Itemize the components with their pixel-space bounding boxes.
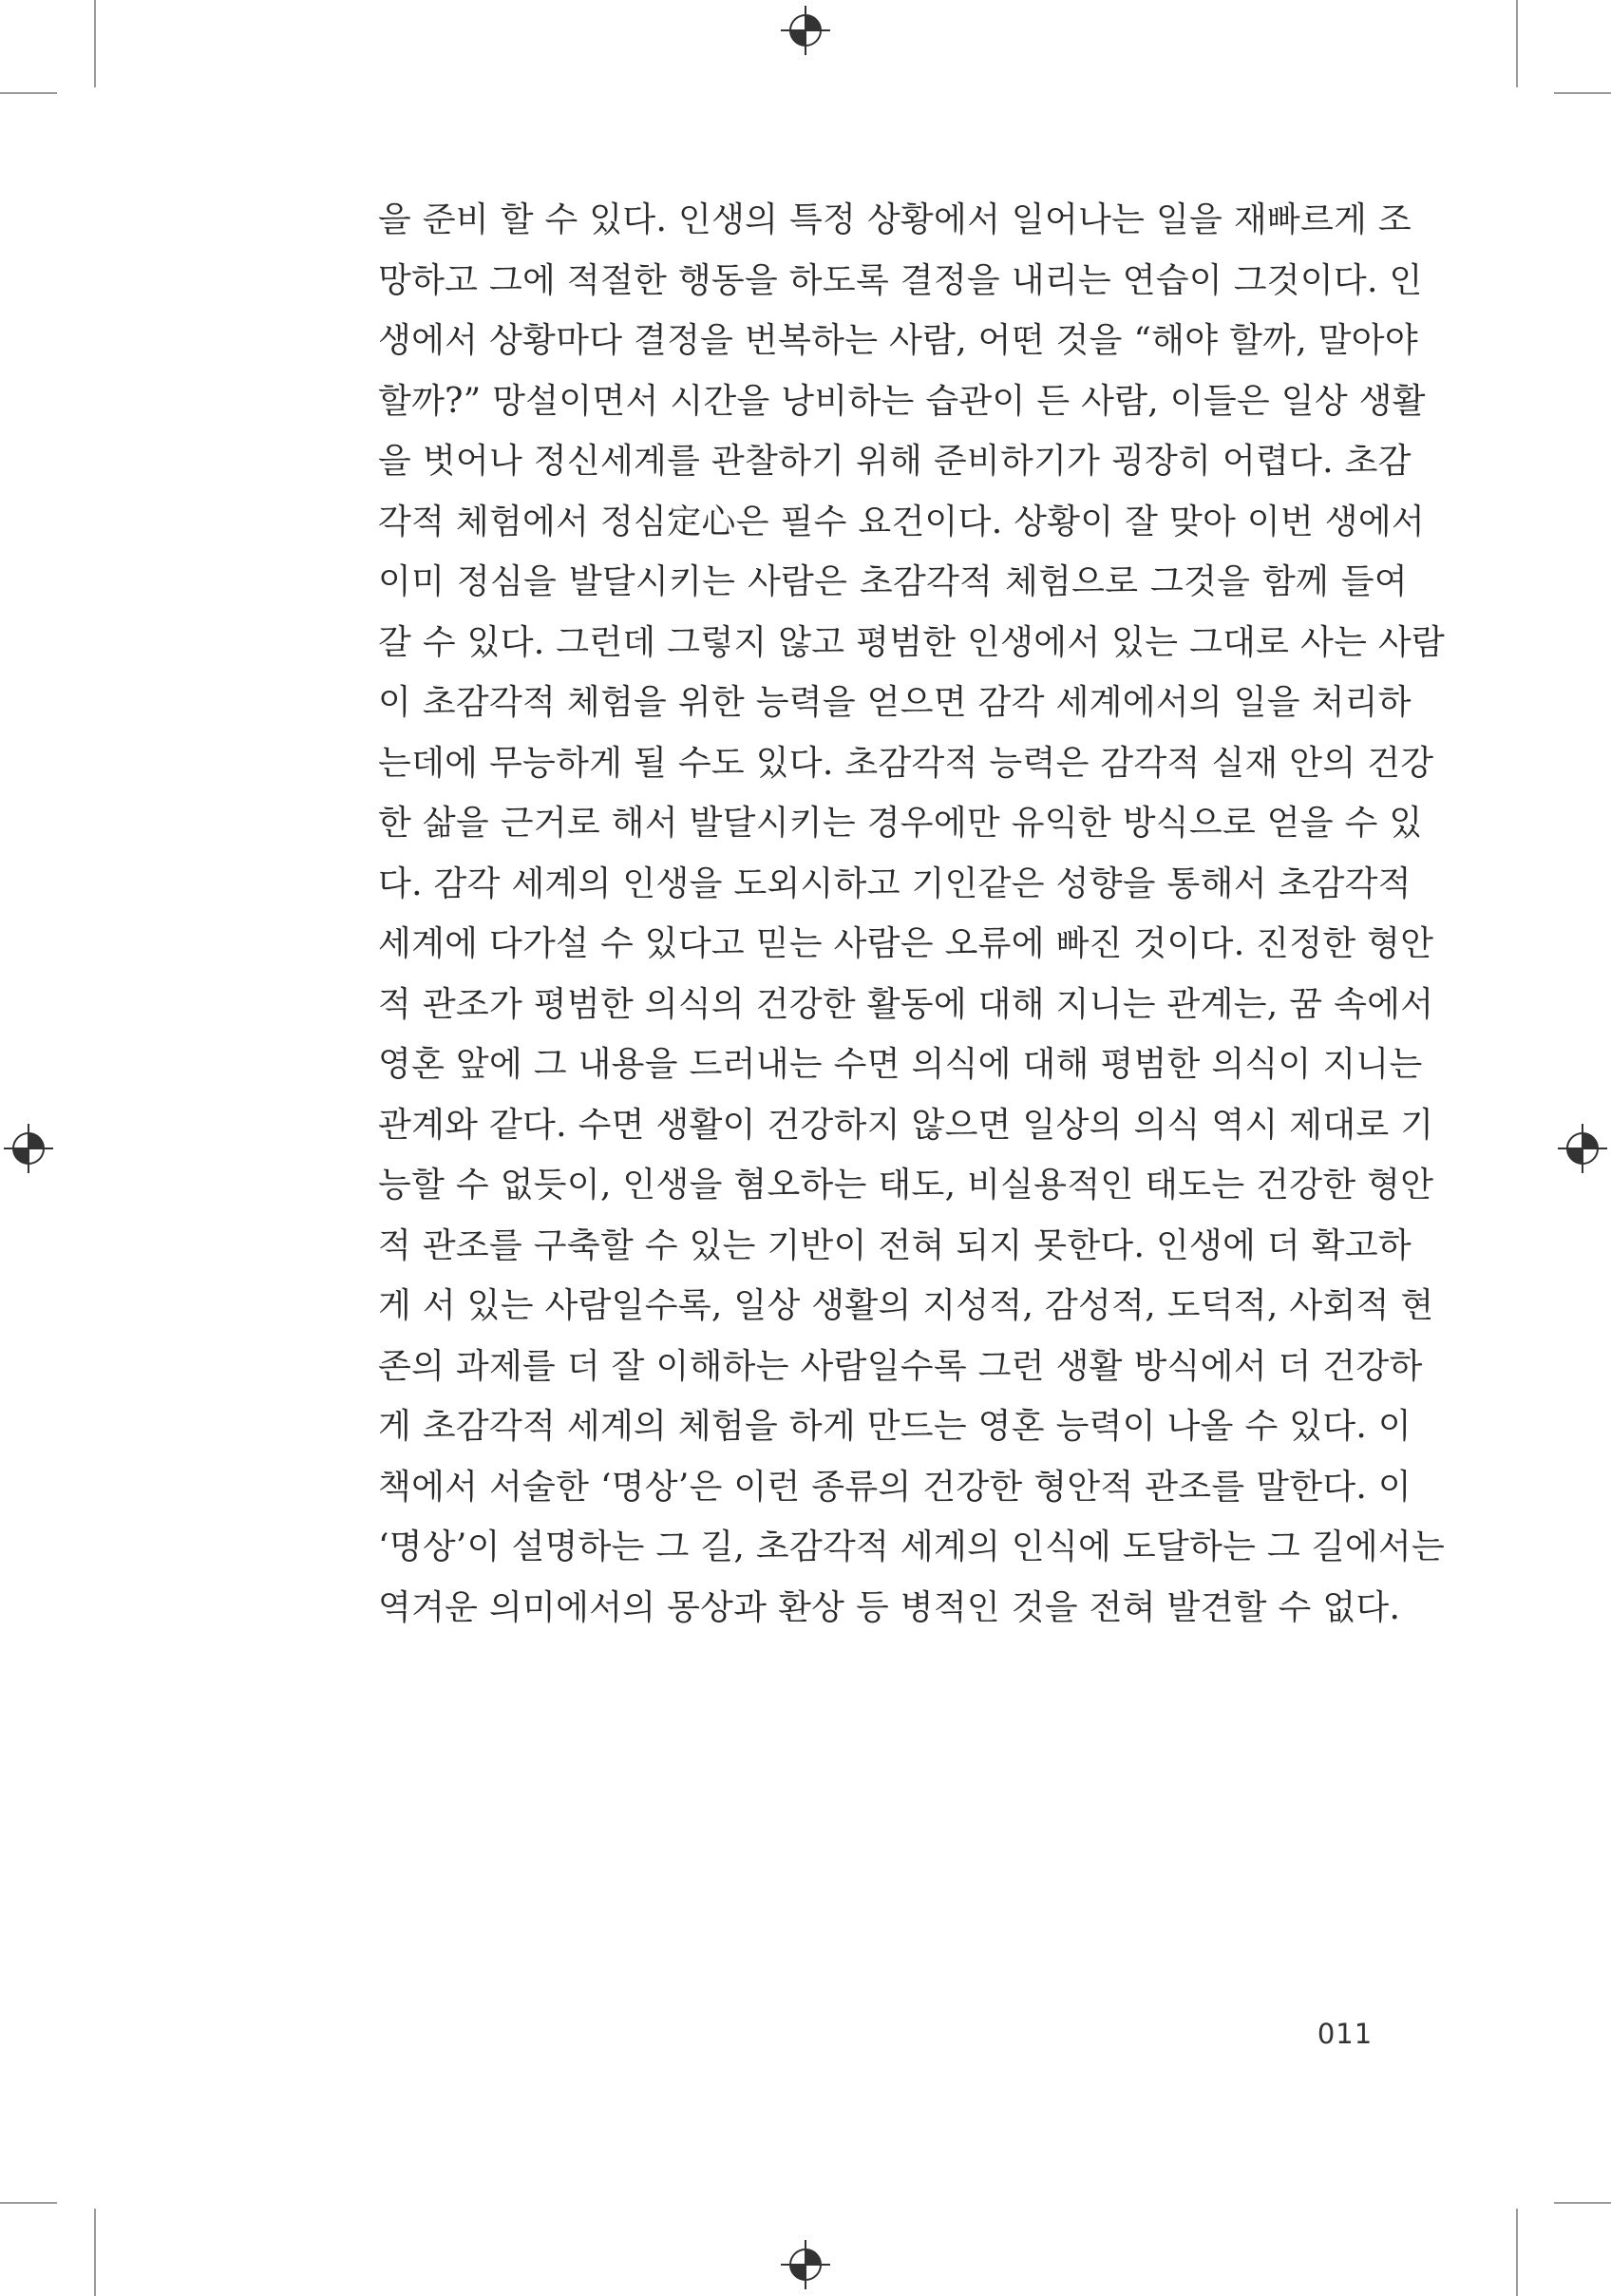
text-line: 게 초감각적 세계의 체험을 하게 만드는 영혼 능력이 나올 수 있다. 이 bbox=[378, 1407, 1412, 1446]
text-line: 한 삶을 근거로 해서 발달시키는 경우에만 유익한 방식으로 얻을 수 있 bbox=[378, 804, 1423, 843]
text-line: 게 서 있는 사람일수록, 일상 생활의 지성적, 감성적, 도덕적, 사회적 현 bbox=[378, 1286, 1434, 1325]
text-line: 관계와 같다. 수면 생활이 건강하지 않으면 일상의 의식 역시 제대로 기 bbox=[378, 1105, 1434, 1145]
registration-mark-bottom-icon bbox=[779, 2238, 832, 2291]
registration-mark-right-icon bbox=[1556, 1122, 1609, 1175]
crop-mark-top-left-vertical bbox=[94, 0, 96, 87]
text-line: 능할 수 없듯이, 인생을 혐오하는 태도, 비실용적인 태도는 건강한 형안 bbox=[378, 1166, 1434, 1205]
text-line: 이 초감각적 체험을 위한 능력을 얻으면 감각 세계에서의 일을 처리하 bbox=[378, 683, 1412, 722]
crop-mark-top-right-horizontal bbox=[1554, 92, 1611, 94]
text-line: 각적 체험에서 정심定心은 필수 요건이다. 상황이 잘 맞아 이번 생에서 bbox=[378, 502, 1426, 541]
text-line: 을 벗어나 정신세계를 관찰하기 위해 준비하기가 굉장히 어렵다. 초감 bbox=[378, 442, 1412, 481]
text-line: 영혼 앞에 그 내용을 드러내는 수면 의식에 대해 평범한 의식이 지니는 bbox=[378, 1045, 1423, 1084]
page-number: 011 bbox=[1317, 2018, 1374, 2050]
registration-mark-left-icon bbox=[2, 1122, 55, 1175]
text-line: 는데에 무능하게 될 수도 있다. 초감각적 능력은 감각적 실재 안의 건강 bbox=[378, 743, 1434, 783]
crop-mark-bottom-left-vertical bbox=[94, 2209, 96, 2296]
crop-mark-bottom-right-vertical bbox=[1516, 2209, 1518, 2296]
text-line: 갈 수 있다. 그런데 그렇지 않고 평범한 인생에서 있는 그대로 사는 사람 bbox=[378, 622, 1446, 662]
crop-mark-top-right-vertical bbox=[1516, 0, 1518, 87]
text-line: 존의 과제를 더 잘 이해하는 사람일수록 그런 생활 방식에서 더 건강하 bbox=[378, 1346, 1423, 1386]
text-line: 세계에 다가설 수 있다고 믿는 사람은 오류에 빠진 것이다. 진정한 형안 bbox=[378, 924, 1434, 963]
text-line: 적 관조를 구축할 수 있는 기반이 전혀 되지 못한다. 인생에 더 확고하 bbox=[378, 1225, 1412, 1265]
crop-mark-top-left-horizontal bbox=[0, 92, 57, 94]
text-line: 생에서 상황마다 결정을 번복하는 사람, 어떤 것을 “해야 할까, 말아야 bbox=[378, 321, 1418, 360]
body-paragraph bbox=[378, 190, 1446, 1638]
text-line: 책에서 서술한 ‘명상’은 이런 종류의 건강한 형안적 관조를 말한다. 이 bbox=[378, 1467, 1412, 1507]
text-line: 을 준비 할 수 있다. 인생의 특정 상황에서 일어나는 일을 재빠르게 조 bbox=[378, 200, 1412, 239]
text-line: ‘명상’이 설명하는 그 길, 초감각적 세계의 인식에 도달하는 그 길에서는 bbox=[378, 1528, 1446, 1566]
text-line: 할까?” 망설이면서 시간을 낭비하는 습관이 든 사람, 이들은 일상 생활 bbox=[378, 381, 1426, 421]
text-line: 적 관조가 평범한 의식의 건강한 활동에 대해 지니는 관계는, 꿈 속에서 bbox=[378, 984, 1434, 1024]
text-line: 다. 감각 세계의 인생을 도외시하고 기인같은 성향을 통해서 초감각적 bbox=[378, 863, 1412, 903]
registration-mark-top-icon bbox=[779, 4, 832, 57]
crop-mark-bottom-left-horizontal bbox=[0, 2202, 57, 2204]
text-line: 이미 정심을 발달시키는 사람은 초감각적 체험으로 그것을 함께 들여 bbox=[378, 562, 1408, 601]
crop-mark-bottom-right-horizontal bbox=[1554, 2202, 1611, 2204]
text-line: 역겨운 의미에서의 몽상과 환상 등 병적인 것을 전혀 발견할 수 없다. bbox=[378, 1587, 1401, 1627]
text-line: 망하고 그에 적절한 행동을 하도록 결정을 내리는 연습이 그것이다. 인 bbox=[378, 260, 1423, 300]
